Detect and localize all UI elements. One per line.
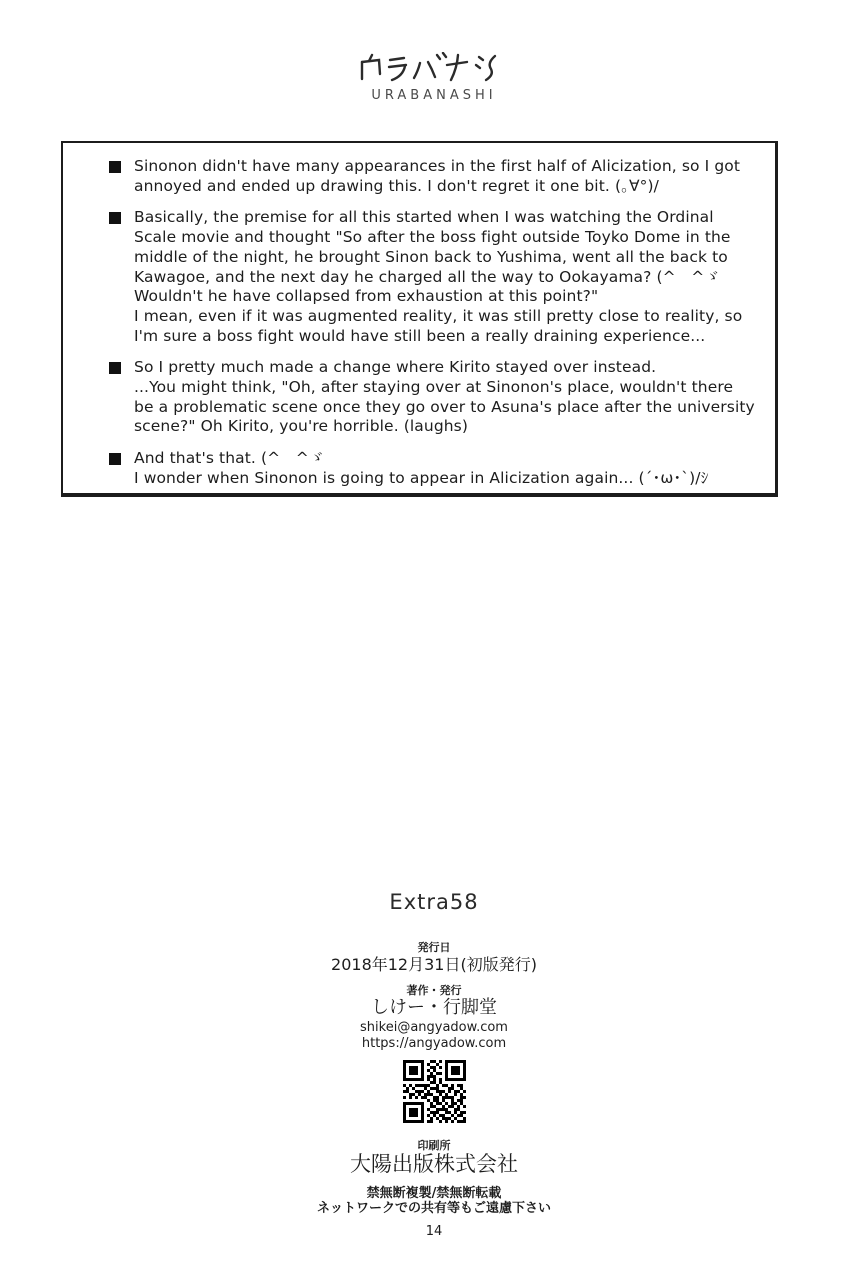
comment-line: Basically, the premise for all this started when I was watching the Ordinal bbox=[134, 208, 714, 227]
comment-text bbox=[134, 208, 742, 346]
publish-date: 2018年12月31日(初版発行) bbox=[331, 955, 537, 974]
bullet-square-icon bbox=[109, 362, 121, 374]
comment-line: Kawagoe, and the next day he charged all the way to Ookayama? (^ ^ゞ bbox=[134, 267, 720, 286]
author-name: しけー・行脚堂 bbox=[371, 997, 497, 1018]
logo-subtitle: URABANASHI bbox=[371, 88, 497, 103]
comment-line: So I pretty much made a change where Kirito stayed over instead. bbox=[134, 358, 657, 377]
comment-line: I'm sure a boss fight would have still been a really draining experience... bbox=[134, 326, 706, 345]
comment-line: ...You might think, "Oh, after staying over at Sinonon's place, wouldn't there bbox=[134, 378, 734, 397]
qr-code bbox=[403, 1060, 466, 1123]
urabanashi-kana-logo-art bbox=[359, 52, 509, 86]
printer-name: 大陽出版株式会社 bbox=[350, 1152, 518, 1176]
comment-line: Scale movie and thought "So after the boss fight outside Toyko Dome in the bbox=[134, 228, 731, 247]
comment-line: Wouldn't he have collapsed from exhaustion at this point?" bbox=[134, 287, 599, 306]
logo-block bbox=[0, 52, 868, 103]
bullet-square-icon bbox=[109, 212, 121, 224]
comment-item bbox=[109, 157, 747, 196]
comment-line: I mean, even if it was augmented reality, it was still pretty close to reality, so bbox=[134, 306, 743, 325]
comment-item bbox=[109, 208, 747, 346]
comment-text bbox=[134, 449, 708, 488]
copyright-notice: 禁無断複製/禁無断転載 bbox=[366, 1186, 502, 1201]
comment-line: annoyed and ended up drawing this. I don't regret it one bit. (｡∀°)/ bbox=[134, 176, 659, 195]
comment-line: middle of the night, he brought Sinon back to Yushima, went all the back to bbox=[134, 247, 728, 266]
comment-line: scene?" Oh Kirito, you're horrible. (laughs) bbox=[134, 417, 469, 436]
page-number: 14 bbox=[425, 1224, 443, 1239]
publish-date-label: 発行日 bbox=[417, 941, 451, 954]
network-share-notice: ネットワークでの共有等もご遠慮下さい bbox=[316, 1201, 551, 1216]
comment-line: I wonder when Sinonon is going to appear in Alicization again... (´･ω･`)/ｼ bbox=[134, 468, 709, 487]
book-title: Extra58 bbox=[389, 890, 479, 914]
comment-text bbox=[134, 157, 740, 196]
comment-line: Sinonon didn't have many appearances in the first half of Alicization, so I got bbox=[134, 157, 741, 175]
contact-url: https://angyadow.com bbox=[361, 1036, 507, 1051]
printer-label: 印刷所 bbox=[417, 1139, 451, 1152]
contact-email: shikei@angyadow.com bbox=[360, 1020, 508, 1035]
comment-item bbox=[109, 449, 747, 488]
colophon bbox=[0, 890, 868, 1239]
comment-line: And that's that. (^ ^ゞ bbox=[134, 449, 325, 468]
comment-item bbox=[109, 358, 755, 437]
comment-text bbox=[134, 358, 755, 437]
bullet-square-icon bbox=[109, 161, 121, 173]
author-label: 著作・発行 bbox=[406, 984, 462, 997]
comment-line: be a problematic scene once they go over to Asuna's place after the university bbox=[134, 397, 755, 416]
afterword-comment-box bbox=[61, 141, 778, 497]
bullet-square-icon bbox=[109, 453, 121, 465]
